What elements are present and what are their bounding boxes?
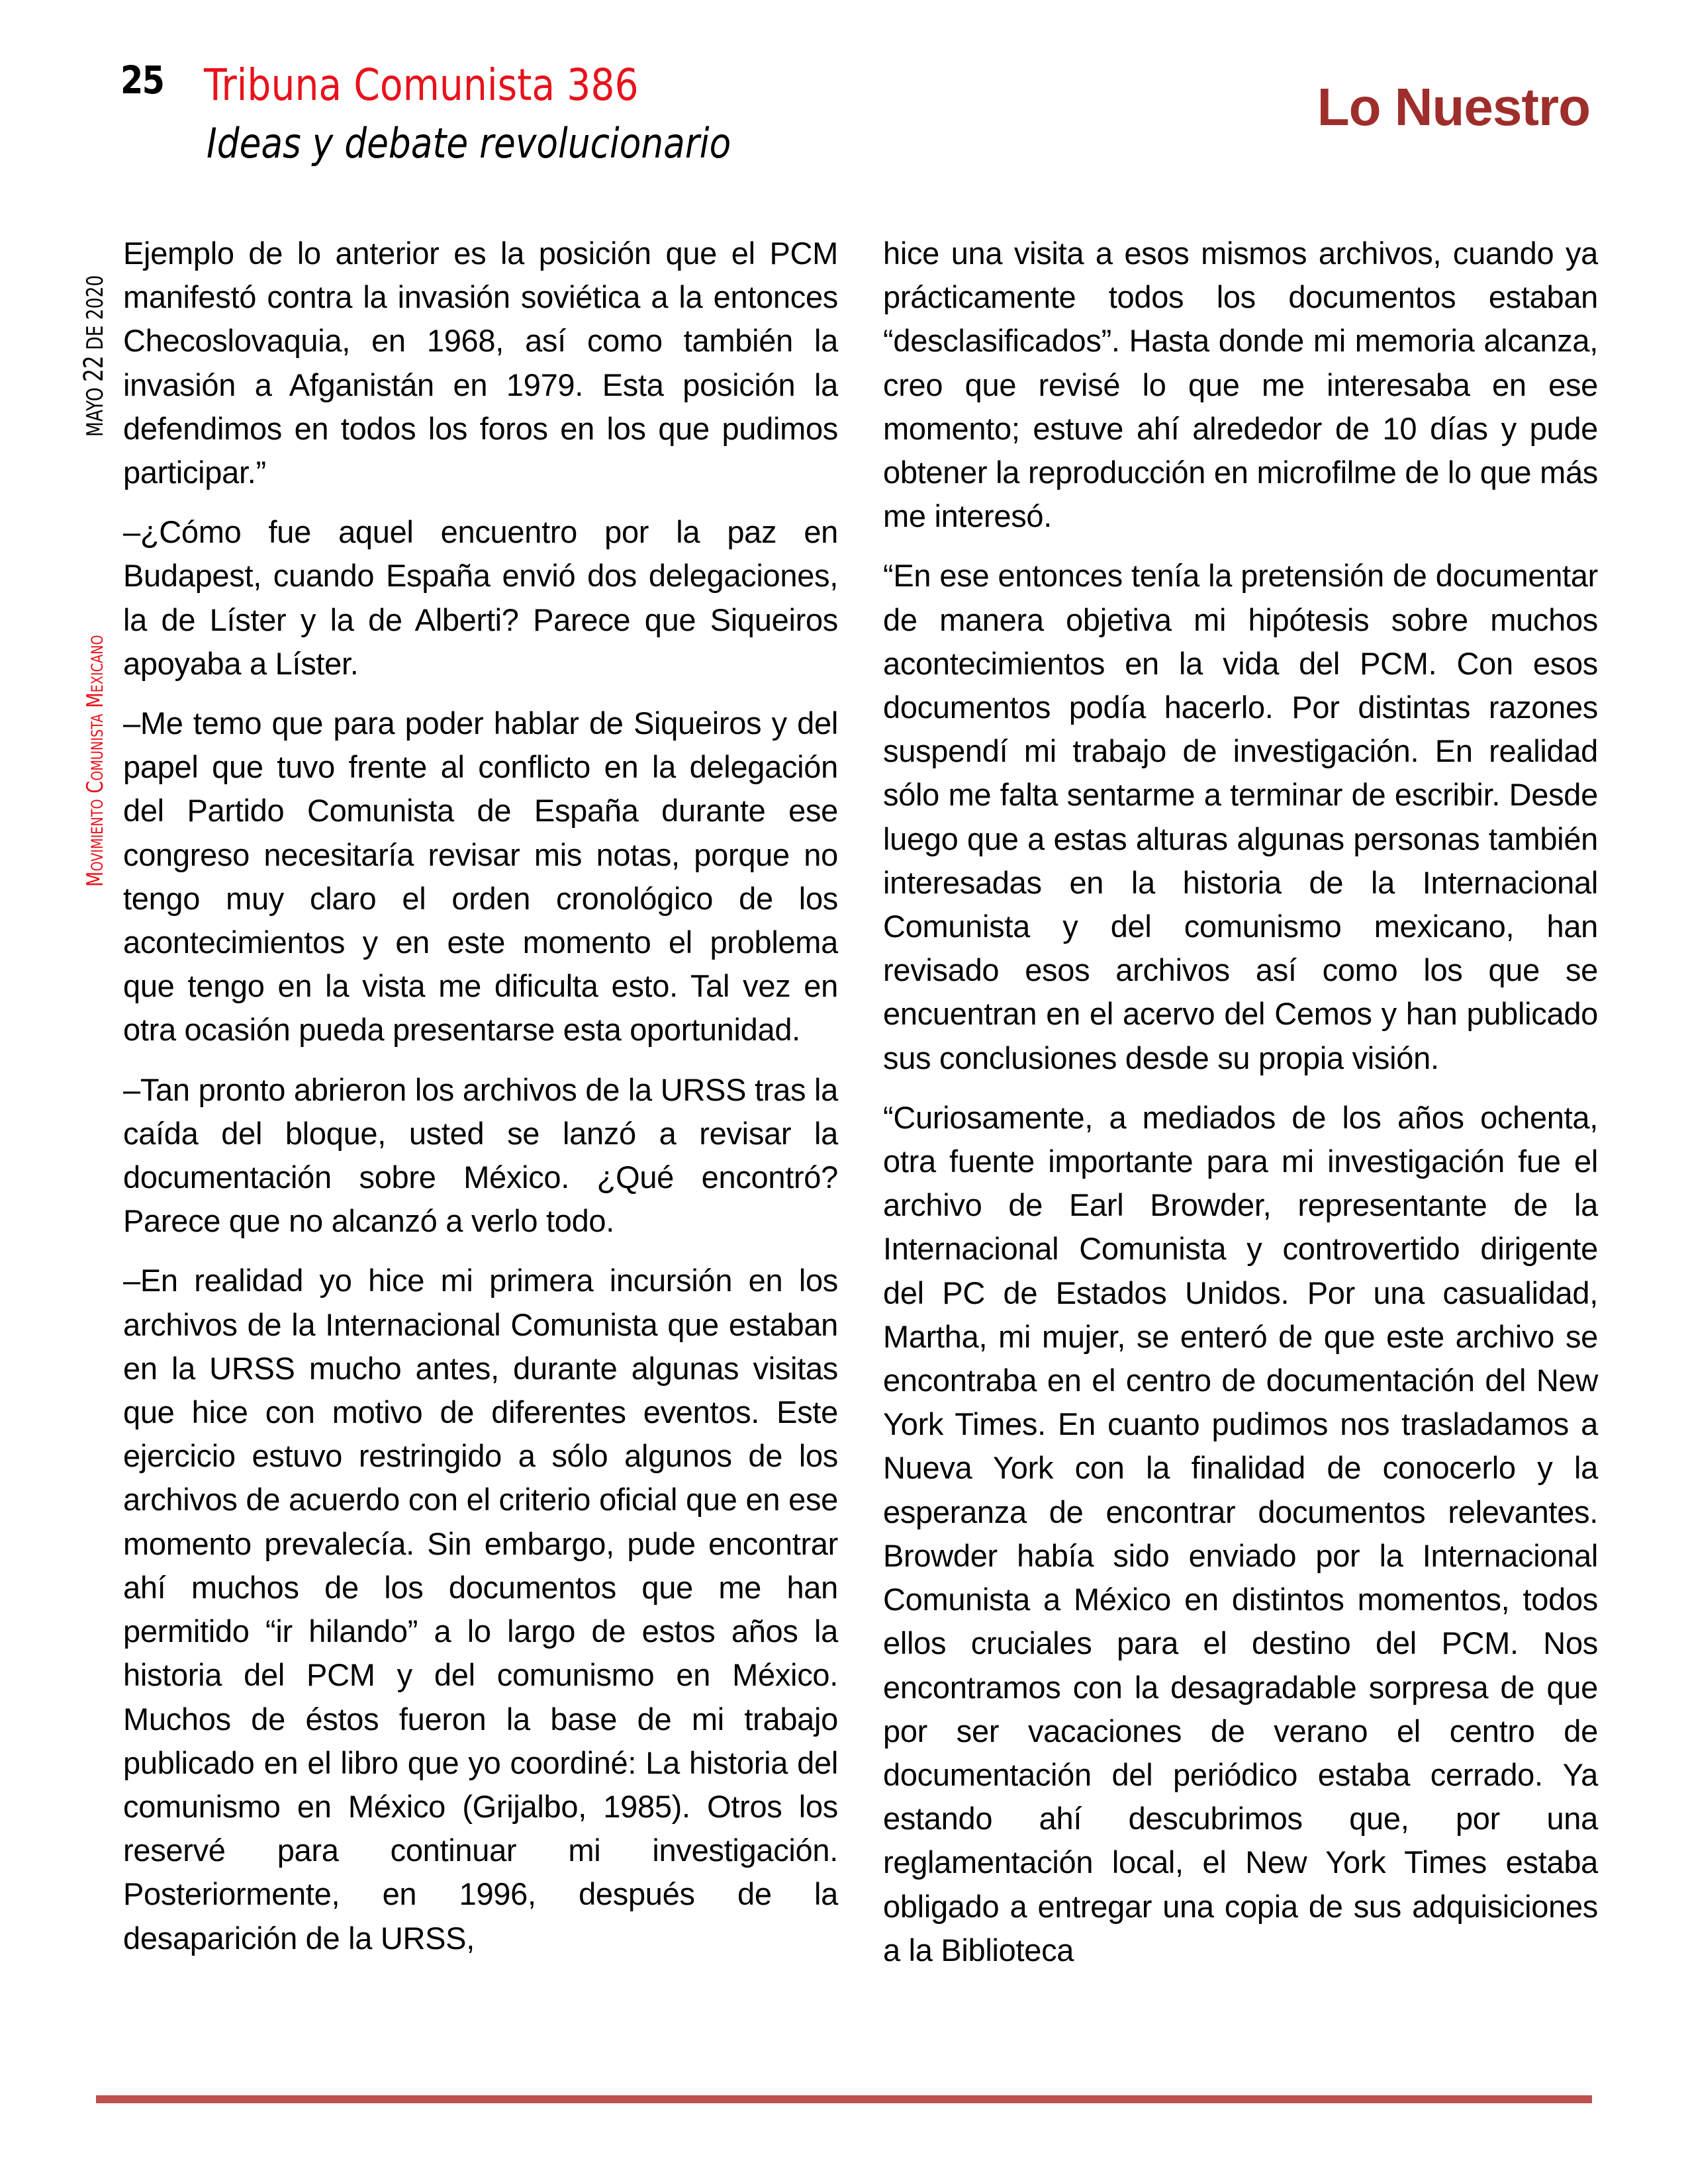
- left-column: [123, 232, 838, 1976]
- date-day: 22: [79, 355, 109, 382]
- page-number: 25: [120, 58, 164, 103]
- date-suffix: DE 2020: [82, 275, 109, 356]
- paragraph: –¿Cómo fue aquel encuentro por la paz en Budapest, cuando España envió dos delegaciones, la de Líster y la de Alberti? Parece que Siqueiros apoyaba a Líster.: [123, 514, 838, 681]
- paragraph: –Tan pronto abrieron los archivos de la URSS tras la caída del bloque, usted se lanzó a revisar la documentación sobre México. ¿Qué encontró? Parece que no alcanzó a verlo todo.: [123, 1071, 838, 1239]
- paragraph: –En realidad yo hice mi primera incursión en los archivos de la Internacional Comunista que estaban en la URSS mucho antes, durante algunas visitas que hice con motivo de diferentes eventos. Este ejercicio estuvo restringido a sólo algunos de los archivos de acuerdo con el criterio oficial que en ese momento prevalecía. Sin embargo, pude encontrar ahí muchos de los documentos que me han permitido “ir hilando” a lo largo de estos años la historia del PCM y del comunismo en México. Muchos de éstos fueron la base de mi trabajo publicado en el libro que yo coordiné: La historia del comunismo en México (Grijalbo, 1985). Otros los reservé para continuar mi investigación. Posteriormente, en 1996, después de la desaparición de la URSS,: [123, 1263, 838, 1956]
- paragraph: Ejemplo de lo anterior es la posición que el PCM manifestó contra la invasión soviética a la entonces Checoslovaquia, en 1968, así como también la invasión a Afganistán en 1979. Esta posición la defendimos en todos los foros en los que pudimos participar.”: [123, 236, 838, 490]
- paragraph: hice una visita a esos mismos archivos, cuando ya prácticamente todos los documentos estaban “desclasificados”. Hasta donde mi memoria alcanza, creo que revisé lo que me interesaba en ese momento; estuve ahí alrededor de 10 días y pude obtener la reproducción en microfilme de lo que más me interesó.: [883, 236, 1598, 534]
- vertical-side-tag: [81, 230, 107, 887]
- organization-name: Movimiento Comunista Mexicano: [82, 635, 109, 887]
- section-title: Lo Nuestro: [1317, 77, 1590, 136]
- publication-subtitle: Ideas y debate revolucionario: [207, 119, 731, 167]
- paragraph: “Curiosamente, a mediados de los años ochenta, otra fuente importante para mi investigación fue el archivo de Earl Browder, representante de la Internacional Comunista y controvertido dirigente del PC de Estados Unidos. Por una casualidad, Martha, mi mujer, se enteró de que este archivo se encontraba en el centro de documentación del New York Times. En cuanto pudimos nos trasladamos a Nueva York con la finalidad de conocerlo y la esperanza de encontrar documentos relevantes. Browder había sido enviado por la Internacional Comunista a México en distintos momentos, todos ellos cruciales para el destino del PCM. Nos encontramos con la desagradable sorpresa de que por ser vacaciones de verano el centro de documentación del periódico estaba cerrado. Ya estando ahí descubrimos que, por una reglamentación local, el New York Times estaba obligado a entregar una copia de sus adquisiciones a la Biblioteca: [883, 1099, 1598, 1968]
- publication-title: Tribuna Comunista 386: [204, 60, 639, 111]
- footer-divider: [96, 2095, 1592, 2103]
- date-prefix: MAYO: [82, 381, 109, 437]
- right-column: [883, 232, 1598, 1988]
- paragraph: “En ese entonces tenía la pretensión de documentar de manera objetiva mi hipótesis sobre muchos acontecimientos en la vida del PCM. Con esos documentos podía hacerlo. Por distintas razones suspendí mi trabajo de investigación. En realidad sólo me falta sentarme a terminar de escribir. Desde luego que a estas alturas algunas personas también interesadas en la historia de la Internacional Comunista y del comunismo mexicano, han revisado esos archivos así como los que se encuentran en el acervo del Cemos y han publicado sus conclusiones desde su propia visión.: [883, 558, 1598, 1075]
- issue-date: [81, 275, 109, 437]
- paragraph: –Me temo que para poder hablar de Siqueiros y del papel que tuvo frente al conflicto en la delegación del Partido Comunista de España durante ese congreso necesitaría revisar mis notas, porque no tengo muy claro el orden cronológico de los acontecimientos y en este momento el problema que tengo en la vista me dificulta esto. Tal vez en otra ocasión pueda presentarse esta oportunidad.: [123, 705, 838, 1048]
